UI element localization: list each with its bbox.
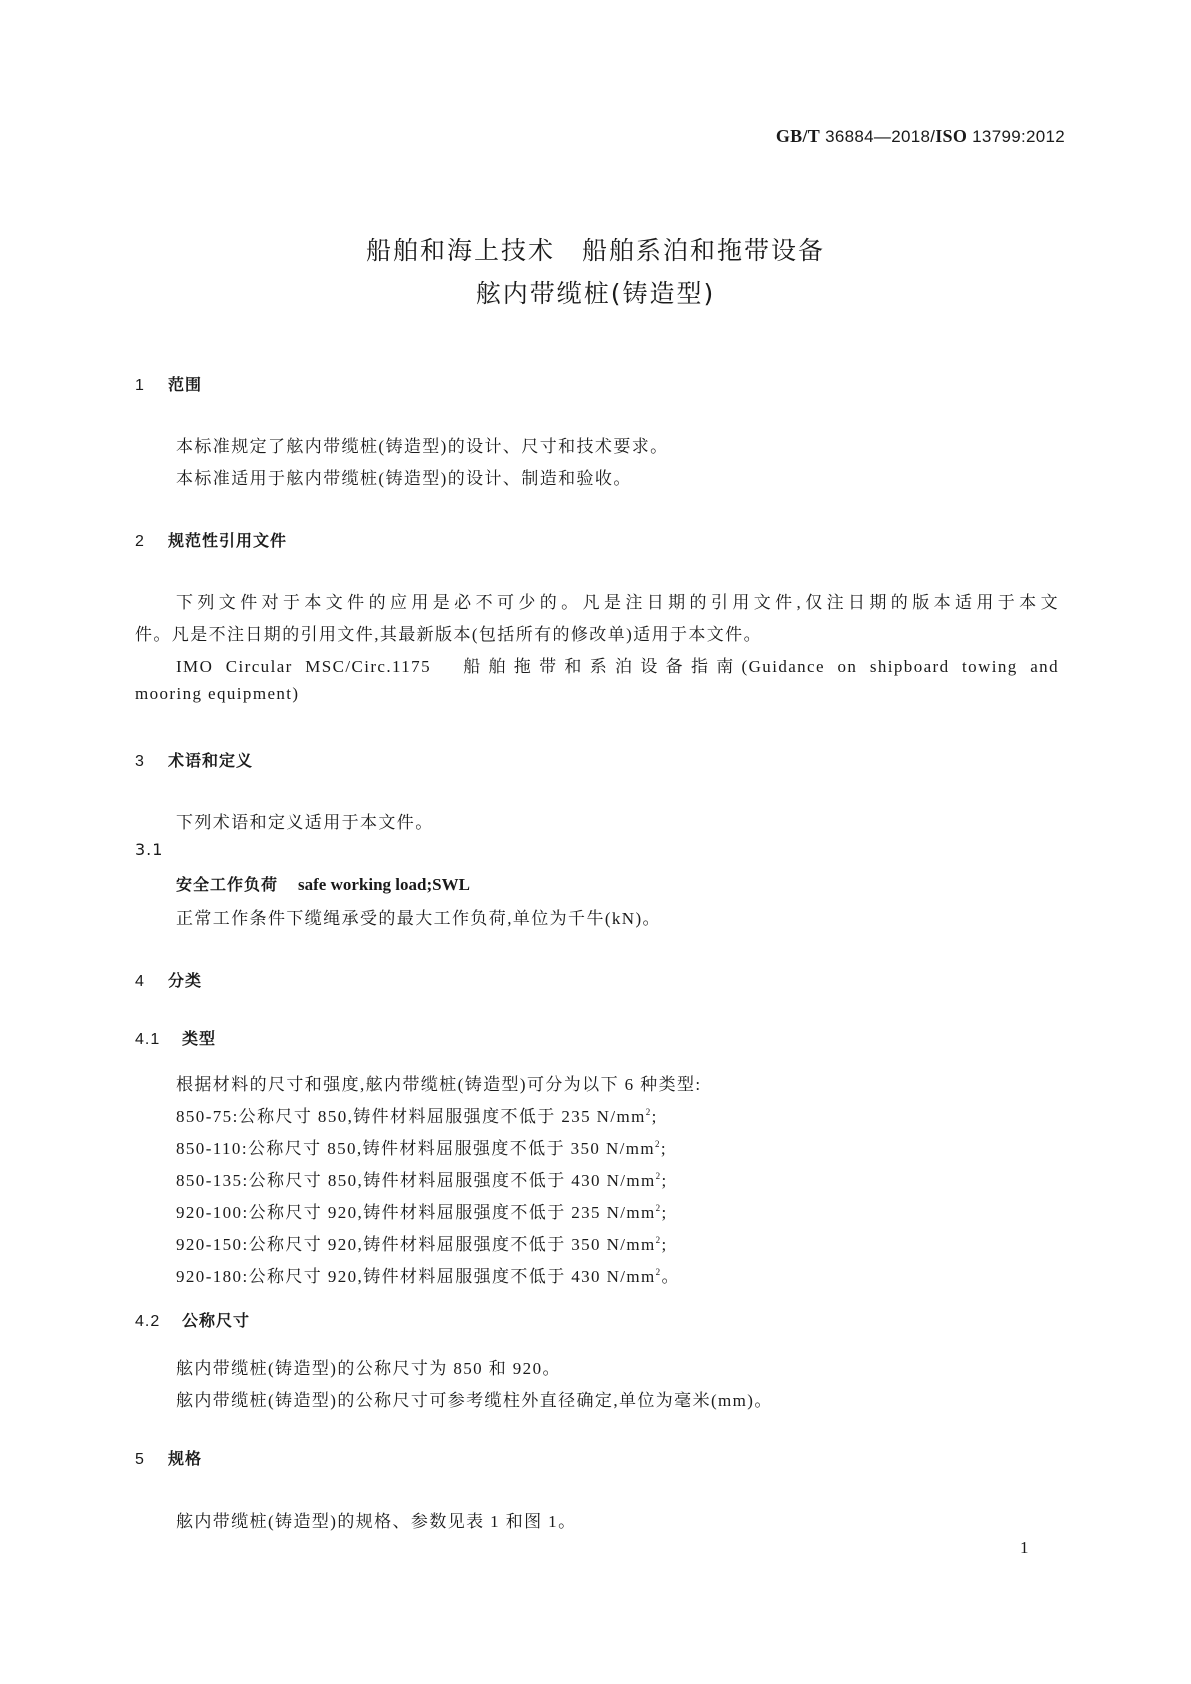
document-title-line-2: 舷内带缆桩(铸造型) xyxy=(475,279,716,308)
type-desc: :公称尺寸 920,铸件材料屈服强度不低于 350 N/mm xyxy=(242,1235,656,1254)
superscript: 2 xyxy=(655,1235,662,1245)
gbt-number: 36884—2018/ xyxy=(820,127,936,146)
subsection-number: 4.2 xyxy=(135,1313,161,1330)
section-title: 规格 xyxy=(168,1449,203,1468)
section-title: 范围 xyxy=(168,375,203,394)
section-number: 5 xyxy=(135,1451,145,1468)
type-item xyxy=(176,1262,680,1287)
iso-number: 13799:2012 xyxy=(967,127,1065,146)
section-title: 规范性引用文件 xyxy=(168,531,288,550)
type-code: 850-75 xyxy=(176,1107,233,1126)
standard-code xyxy=(776,126,1065,147)
type-item xyxy=(176,1166,668,1191)
section-heading-terms xyxy=(135,748,253,771)
section-number: 1 xyxy=(135,377,145,394)
type-desc: :公称尺寸 920,铸件材料屈服强度不低于 430 N/mm xyxy=(242,1267,656,1286)
type-code: 850-110 xyxy=(176,1139,242,1158)
paragraph: 舷内带缆桩(铸造型)的规格、参数见表 1 和图 1。 xyxy=(176,1512,577,1531)
punctuation: ; xyxy=(661,1203,668,1222)
superscript: 2 xyxy=(655,1171,662,1181)
type-desc: :公称尺寸 920,铸件材料屈服强度不低于 235 N/mm xyxy=(242,1203,656,1222)
subsection-title: 公称尺寸 xyxy=(182,1311,251,1330)
type-code: 850-135 xyxy=(176,1171,243,1190)
iso-prefix: ISO xyxy=(935,126,968,146)
subsection-number: 4.1 xyxy=(135,1031,161,1048)
term-zh: 安全工作负荷 xyxy=(176,875,279,894)
subsection-heading-nominal-size xyxy=(135,1308,250,1331)
superscript: 2 xyxy=(655,1139,661,1149)
section-heading-specifications xyxy=(135,1446,202,1469)
term-definition: 正常工作条件下缆绳承受的最大工作负荷,单位为千牛(kN)。 xyxy=(176,909,661,928)
document-title-line-1: 船舶和海上技术 船舶系泊和拖带设备 xyxy=(365,236,825,265)
punctuation: 。 xyxy=(661,1267,680,1286)
term-entry xyxy=(176,872,470,895)
section-title: 术语和定义 xyxy=(168,751,254,770)
punctuation: ; xyxy=(661,1235,668,1254)
paragraph: 本标准适用于舷内带缆桩(铸造型)的设计、制造和验收。 xyxy=(176,469,632,488)
section-number: 2 xyxy=(135,533,145,550)
punctuation: ; xyxy=(651,1107,658,1126)
paragraph: 舷内带缆桩(铸造型)的公称尺寸为 850 和 920。 xyxy=(176,1359,561,1378)
section-heading-scope xyxy=(135,372,202,395)
reference-line: IMO Circular MSC/Circ.1175 船舶拖带和系泊设备指南(Guidance on shipboard towing and xyxy=(176,657,1059,676)
subsection-heading-types xyxy=(135,1026,216,1049)
paragraph: 根据材料的尺寸和强度,舷内带缆桩(铸造型)可分为以下 6 种类型: xyxy=(176,1075,702,1094)
type-item xyxy=(176,1198,668,1223)
term-en: safe working load;SWL xyxy=(298,875,470,894)
type-code: 920-100 xyxy=(176,1203,243,1222)
superscript: 2 xyxy=(645,1107,652,1117)
paragraph: 舷内带缆桩(铸造型)的公称尺寸可参考缆柱外直径确定,单位为毫米(mm)。 xyxy=(176,1391,773,1410)
type-item xyxy=(176,1134,667,1159)
section-heading-normative-references xyxy=(135,528,287,551)
type-code: 920-150 xyxy=(176,1235,243,1254)
section-heading-classification xyxy=(135,968,202,991)
term-number: 3.1 xyxy=(135,840,164,859)
subsection-title: 类型 xyxy=(182,1029,217,1048)
paragraph-line: 件。凡是不注日期的引用文件,其最新版本(包括所有的修改单)适用于本文件。 xyxy=(135,625,762,644)
reference-line: mooring equipment) xyxy=(135,684,300,703)
punctuation: ; xyxy=(661,1171,668,1190)
type-desc: :公称尺寸 850,铸件材料屈服强度不低于 235 N/mm xyxy=(232,1107,646,1126)
type-desc: :公称尺寸 850,铸件材料屈服强度不低于 430 N/mm xyxy=(242,1171,656,1190)
superscript: 2 xyxy=(655,1267,662,1277)
section-number: 3 xyxy=(135,753,145,770)
punctuation: ; xyxy=(660,1139,668,1158)
section-title: 分类 xyxy=(168,971,203,990)
paragraph-line: 下列文件对于本文件的应用是必不可少的。凡是注日期的引用文件,仅注日期的版本适用于本文 xyxy=(176,593,1059,612)
type-code: 920-180 xyxy=(176,1267,243,1286)
type-desc: :公称尺寸 850,铸件材料屈服强度不低于 350 N/mm xyxy=(241,1139,656,1158)
page-number: 1 xyxy=(1020,1538,1029,1557)
gbt-prefix: GB/T xyxy=(775,126,821,146)
superscript: 2 xyxy=(655,1203,662,1213)
section-number: 4 xyxy=(135,973,145,990)
type-item xyxy=(176,1102,658,1127)
paragraph: 本标准规定了舷内带缆桩(铸造型)的设计、尺寸和技术要求。 xyxy=(176,437,669,456)
paragraph: 下列术语和定义适用于本文件。 xyxy=(176,813,434,832)
type-item xyxy=(176,1230,668,1255)
